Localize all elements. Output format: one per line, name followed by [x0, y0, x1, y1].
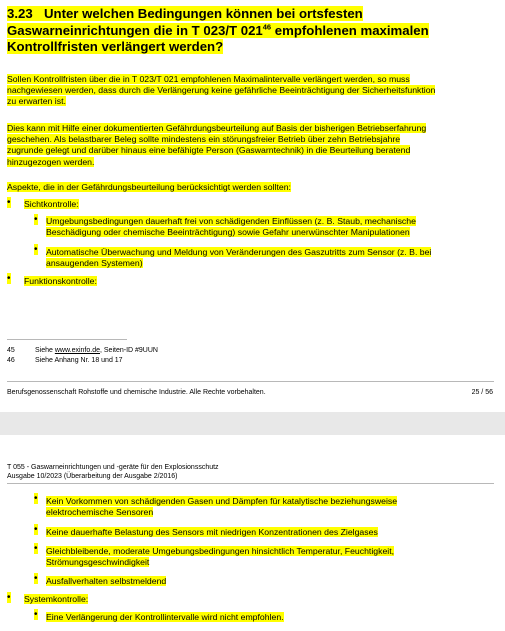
sub-list-item: [46, 576, 166, 587]
sub-list-item-line: Automatische Überwachung und Meldung von Veränderungen des Gaszutritts zum Sensor (z. B. bei: [46, 247, 432, 257]
heading-line-3: Kontrollfristen verlängert werden?: [7, 39, 224, 54]
heading-line-1: Unter welchen Bedingungen können bei ortsfesten: [44, 6, 363, 21]
header-divider: [7, 483, 494, 484]
bullet-icon: •: [34, 214, 38, 225]
page-header: [7, 463, 219, 481]
page-gap: [0, 412, 505, 435]
paragraph-1: [7, 74, 497, 108]
paragraph-2-line: geschehen. Als belastbarer Beleg sollte mindestens ein störungsfreier Betrieb über zehn Betriebsjahre: [7, 134, 401, 145]
paragraph-2-line: Dies kann mit Hilfe einer dokumentierten Gefährdungsbeurteilung auf Basis der bisherigen Betriebserfahrung: [7, 123, 427, 133]
footnote-text: Siehe Anhang Nr. 18 und 17: [35, 357, 123, 364]
bullet-icon: •: [34, 543, 38, 554]
footnote-ref-46[interactable]: 46: [262, 22, 272, 32]
bullet-icon: •: [7, 197, 11, 208]
sub-list-item-line: Ausfallverhalten selbstmeldend: [46, 576, 167, 586]
sub-list-item-line: Gleichbleibende, moderate Umgebungsbedingungen hinsichtlich Temperatur, Feuchtigkeit,: [46, 546, 395, 556]
sub-list-item-line: Beschädigung oder chemische Beeinträchtigung) sowie Gefahr unerwünschter Manipulationen: [46, 227, 410, 238]
section-heading: [7, 6, 477, 56]
list-item-sichtkontrolle: [24, 199, 79, 210]
list-item-funktionskontrolle: [24, 276, 97, 287]
sub-list-item: [46, 527, 378, 538]
page-number: 25 / 56: [471, 389, 493, 396]
paragraph-2-line: hinzugezogen werden.: [7, 156, 95, 167]
list-item-label: Systemkontrolle:: [24, 594, 89, 604]
sub-list-item-line: Kein Vorkommen von schädigenden Gasen und Dämpfen für katalytische beziehungsweise: [46, 496, 398, 506]
paragraph-3: [7, 182, 497, 193]
sub-list-item: [46, 496, 397, 518]
sub-list-item-line: ansaugenden Systemen): [46, 258, 143, 269]
list-item-systemkontrolle: [24, 594, 88, 605]
paragraph-3-line: Aspekte, die in der Gefährdungsbeurteilung berücksichtigt werden sollten:: [7, 182, 291, 192]
footnote-link[interactable]: www.exinfo.de: [54, 347, 100, 354]
sub-list-item-line: Keine dauerhafte Belastung des Sensors mit niedrigen Konzentrationen des Zielgases: [46, 527, 378, 537]
paragraph-1-line: nachgewiesen werden, dass durch die Verlängerung keine gefährliche Beeinträchtigung der Sicherheitsfunktion: [7, 85, 436, 96]
footer-divider: [7, 381, 494, 382]
bullet-icon: •: [7, 592, 11, 603]
sub-list-item-line: elektrochemische Sensoren: [46, 507, 154, 518]
sub-list-item-line: Eine Verlängerung der Kontrollintervalle wird nicht empfohlen.: [46, 612, 284, 622]
footnote-number: 45: [7, 347, 15, 354]
bullet-icon: •: [34, 609, 38, 620]
page-header-line: T 055 - Gaswarneinrichtungen und -geräte für den Explosionsschutz: [7, 464, 219, 471]
section-number: 3.23: [7, 6, 33, 21]
footnote-46: [7, 356, 123, 366]
list-item-label: Sichtkontrolle:: [24, 199, 79, 209]
sub-list-item: [46, 612, 284, 623]
heading-line-2: Gaswarneinrichtungen die in T 023/T 021: [7, 22, 263, 38]
footnote-text: Siehe: [35, 347, 55, 354]
footnote-text: , Seiten-ID #9UUN: [100, 347, 158, 354]
sub-list-item-line: Umgebungsbedingungen dauerhaft frei von schädigenden Einflüssen (z. B. Staub, mechanische: [46, 216, 416, 226]
sub-list-item: [46, 546, 394, 568]
paragraph-1-line: Sollen Kontrollfristen über die in T 023/T 021 empfohlenen Maximalintervalle verlängert werden, so muss: [7, 74, 410, 84]
bullet-icon: •: [7, 273, 11, 284]
footer-left: Berufsgenossenschaft Rohstoffe und chemische Industrie. Alle Rechte vorbehalten.: [7, 389, 266, 396]
list-item-label: Funktionskontrolle:: [24, 276, 97, 286]
bullet-icon: •: [34, 493, 38, 504]
footnote-number: 46: [7, 357, 15, 364]
paragraph-2-line: zugrunde gelegt und darüber hinaus eine befähigte Person (Gaswarntechnik) in die Beurteilung beratend: [7, 145, 411, 156]
bullet-icon: •: [34, 244, 38, 255]
footnote-45: [7, 346, 158, 356]
bullet-icon: •: [34, 573, 38, 584]
sub-list-item: [46, 247, 431, 269]
paragraph-2: [7, 123, 497, 168]
footnote-divider: [7, 339, 127, 340]
heading-line-2-end: empfohlenen maximalen: [271, 22, 429, 38]
bullet-icon: •: [34, 524, 38, 535]
page-header-line: Ausgabe 10/2023 (Überarbeitung der Ausgabe 2/2016): [7, 473, 178, 480]
sub-list-item: [46, 216, 416, 238]
paragraph-1-line: zu erwarten ist.: [7, 96, 66, 107]
sub-list-item-line: Strömungsgeschwindigkeit: [46, 557, 150, 568]
